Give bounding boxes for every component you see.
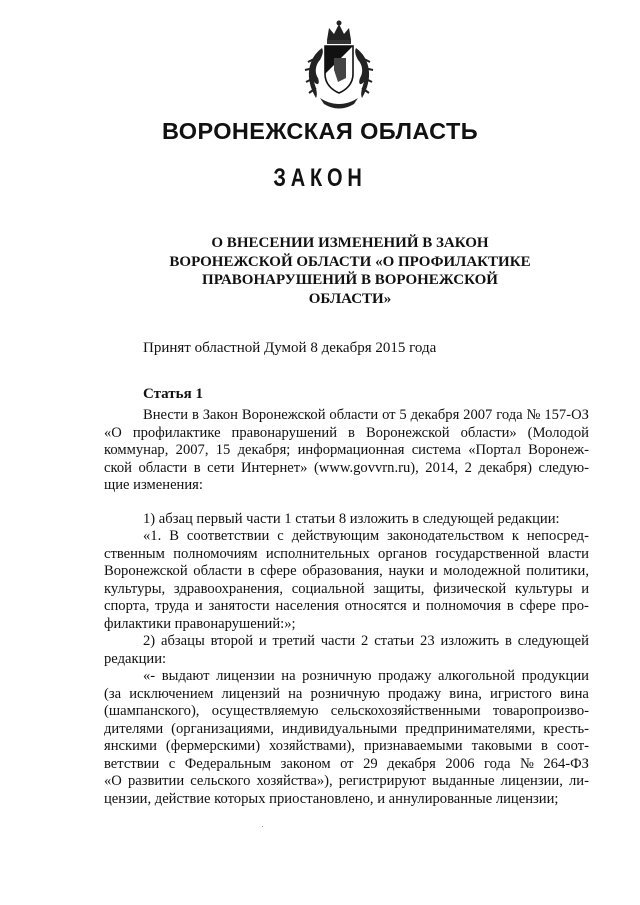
body-text-line: 1) абзац первый части 1 статьи 8 изложить в следующей редакции: (143, 510, 560, 527)
body-text-line: спорта, труда и занятости населения относятся и полномочия в сфере про- (104, 598, 589, 614)
body-text-line: (шампанского), осуществляемую сельскохозяйственными товаропроизво- (104, 703, 589, 719)
article-body (104, 407, 589, 808)
body-text-line: редакции: (104, 650, 167, 667)
body-text-line: «О профилактике правонарушений в Воронежской области» (Молодой (104, 424, 589, 441)
body-text-line: культуры, здравоохранения, социальной защиты, физической культуры и (104, 580, 589, 597)
body-text-line: (за исключением лицензий на розничную продажу вина, игристого вина (104, 685, 589, 702)
coat-of-arms-emblem (294, 18, 384, 110)
body-text-line: коммунар, 2007, 15 декабря; информационная система «Портал Воронеж- (104, 442, 589, 458)
law-heading: ЗАКОН (273, 164, 367, 192)
law-title-line: ПРАВОНАРУШЕНИЙ В ВОРОНЕЖСКОЙ (202, 272, 498, 288)
paragraph-gap (104, 495, 589, 511)
body-text-line: ветствии с Федеральным законом от 29 декабря 2006 года № 264-ФЗ (104, 755, 589, 772)
law-title-line: ВОРОНЕЖСКОЙ ОБЛАСТИ «О ПРОФИЛАКТИКЕ (169, 253, 531, 270)
body-text-line: щие изменения: (104, 477, 203, 493)
body-text-line: Внести в Закон Воронежской области от 5 декабря 2007 года № 157-ОЗ (143, 407, 589, 423)
region-heading: ВОРОНЕЖСКАЯ ОБЛАСТЬ (161, 118, 478, 144)
body-text-line: Воронежской области в сфере образования, науки и молодежной политики, (104, 563, 589, 579)
body-text-line: янскими (фермерскими) хозяйствами), признаваемыми таковыми в соот- (104, 738, 589, 754)
body-text-line: ской области в сети Интернет» (www.govvrn.ru), 2014, 2 декабря) следую- (104, 459, 589, 476)
body-text-line: «1. В соответствии с действующим законодательством к непосред- (143, 528, 589, 544)
law-title-line: ОБЛАСТИ» (308, 290, 392, 307)
law-title-line: О ВНЕСЕНИИ ИЗМЕНЕНИЙ В ЗАКОН (211, 235, 489, 251)
adoption-date: Принят областной Думой 8 декабря 2015 года (143, 340, 437, 356)
body-text-line: филактики правонарушений:»; (104, 615, 296, 632)
body-text-line: ственным полномочиям исполнительных органов государственной власти (104, 545, 589, 562)
article-heading: Статья 1 (143, 386, 203, 402)
body-text-line: «О развитии сельского хозяйства»), регистрируют выданные лицензии, ли- (104, 773, 589, 789)
body-text-line: цензии, действие которых приостановлено, и аннулированные лицензии; (104, 790, 559, 807)
body-text-line: 2) абзацы второй и третий части 2 статьи 23 изложить в следующей (143, 633, 589, 649)
body-text-line: дителями (организациями, индивидуальными предпринимателями, кресть- (104, 720, 589, 737)
body-text-line: «- выдают лицензии на розничную продажу алкогольной продукции (143, 668, 589, 684)
scan-speck (262, 826, 263, 827)
law-title (100, 234, 600, 308)
